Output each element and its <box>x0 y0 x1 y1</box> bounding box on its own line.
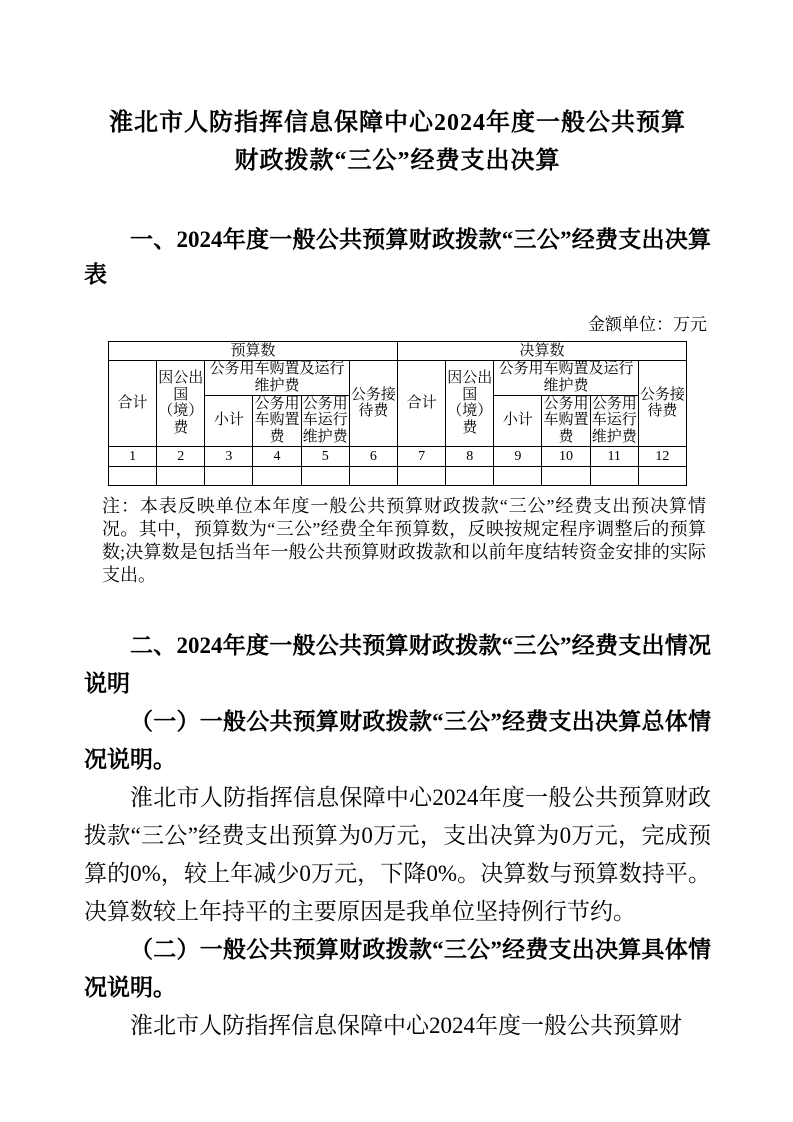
column-number: 4 <box>253 446 301 466</box>
three-public-expense-table <box>108 341 687 486</box>
table-column-number-row <box>108 446 686 466</box>
column-number: 2 <box>157 446 205 466</box>
budget-vehicle-subtotal-header: 小计 <box>205 395 253 446</box>
table-data-row <box>108 466 686 485</box>
table-data-cell <box>446 466 494 485</box>
table-data-cell <box>253 466 301 485</box>
table-data-cell <box>108 466 156 485</box>
column-number: 8 <box>446 446 494 466</box>
column-number: 1 <box>108 446 156 466</box>
final-reception-header: 公务接待费 <box>638 361 686 447</box>
column-number: 3 <box>205 446 253 466</box>
amount-unit-label: 金额单位：万元 <box>588 315 707 334</box>
section-1-heading: 一、2024年度一般公共预算财政拨款“三公”经费支出决算表 <box>84 227 711 287</box>
final-vehicle-subtotal-header: 小计 <box>494 395 542 446</box>
budget-reception-header: 公务接待费 <box>349 361 397 447</box>
budget-vehicle-group-header: 公务用车购置及运行维护费 <box>205 361 349 396</box>
table-data-cell <box>638 466 686 485</box>
table-data-cell <box>205 466 253 485</box>
table-footnote: 注：本表反映单位本年度一般公共预算财政拨款“三公”经费支出预决算情况。其中，预算数为“三公”经费全年预算数，反映按规定程序调整后的预算数;决算数是包括当年一般公共预算财政拨款和以前年度结转资金安排的实际支出。 <box>102 495 706 585</box>
column-number: 7 <box>398 446 446 466</box>
table-data-cell <box>494 466 542 485</box>
budget-abroad-header: 因公出国（境）费 <box>157 361 205 447</box>
budget-vehicle-maintenance-header: 公务用车运行维护费 <box>302 395 348 446</box>
table-header-row-1 <box>108 361 686 396</box>
column-number: 11 <box>590 446 638 466</box>
table-data-cell <box>157 466 205 485</box>
document-title-line-1: 淮北市人防指挥信息保障中心2024年度一般公共预算 <box>109 110 686 136</box>
document-content <box>84 0 711 1045</box>
table-data-cell <box>301 466 349 485</box>
table-data-cell <box>590 466 638 485</box>
budget-vehicle-purchase-header: 公务用车购置费 <box>254 395 300 446</box>
final-vehicle-group-header: 公务用车购置及运行维护费 <box>494 361 638 396</box>
group-header-budget: 预算数 <box>108 342 397 361</box>
column-number: 5 <box>301 446 349 466</box>
table-data-cell <box>398 466 446 485</box>
column-number: 12 <box>638 446 686 466</box>
subsection-1-heading: （一）一般公共预算财政拨款“三公”经费支出决算总体情况说明。 <box>84 708 711 772</box>
subsection-2-paragraph: 淮北市人防指挥信息保障中心2024年度一般公共预算财 <box>130 1012 682 1038</box>
final-vehicle-maintenance-header: 公务用车运行维护费 <box>591 395 637 446</box>
table-data-cell <box>349 466 397 485</box>
document-title <box>84 104 711 180</box>
group-header-final: 决算数 <box>398 342 687 361</box>
column-number: 9 <box>494 446 542 466</box>
column-number: 10 <box>542 446 590 466</box>
table-data-cell <box>542 466 590 485</box>
section-2-heading: 二、2024年度一般公共预算财政拨款“三公”经费支出情况说明 <box>84 632 711 696</box>
subsection-2-heading: （二）一般公共预算财政拨款“三公”经费支出决算具体情况说明。 <box>84 936 711 1000</box>
column-number: 6 <box>349 446 397 466</box>
budget-total-header: 合计 <box>108 361 156 447</box>
final-abroad-header: 因公出国（境）费 <box>446 361 494 447</box>
subsection-1-paragraph: 淮北市人防指挥信息保障中心2024年度一般公共预算财政拨款“三公”经费支出预算为0万元，支出决算为0万元，完成预算的0%，较上年减少0万元，下降0%。决算数与预算数持平。决算数较上年持平的主要原因是我单位坚持例行节约。 <box>84 784 711 924</box>
table-group-header-row <box>108 342 686 361</box>
final-total-header: 合计 <box>398 361 446 447</box>
document-title-line-2: 财政拨款“三公”经费支出决算 <box>234 148 561 174</box>
final-vehicle-purchase-header: 公务用车购置费 <box>543 395 589 446</box>
